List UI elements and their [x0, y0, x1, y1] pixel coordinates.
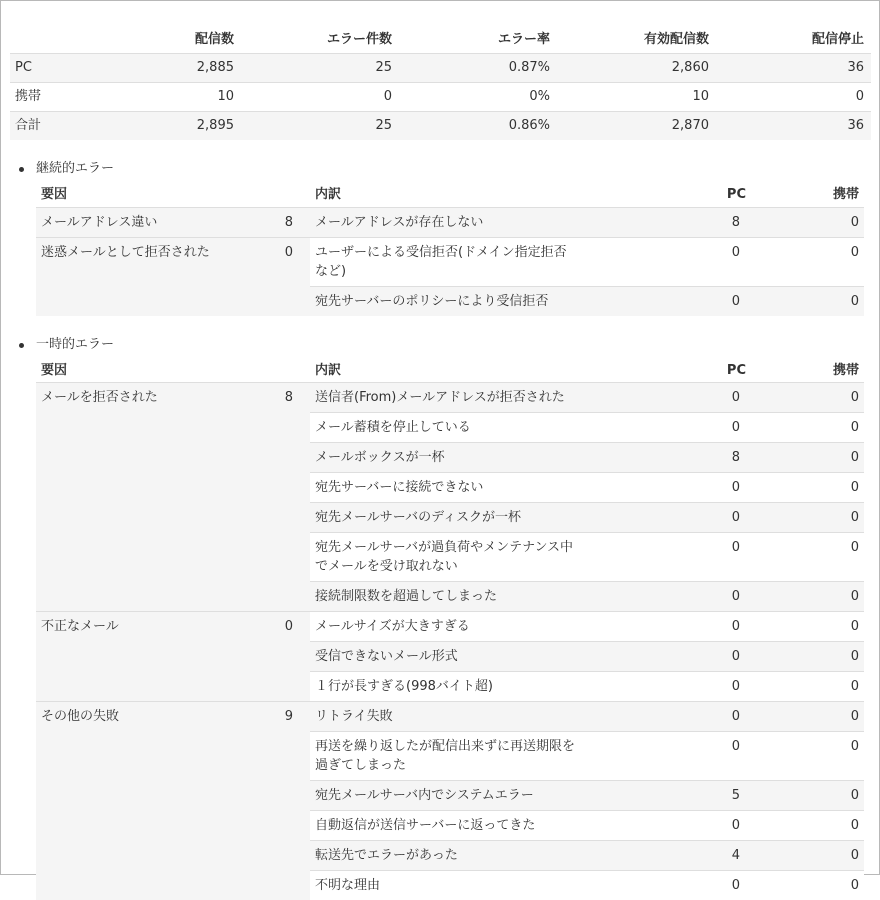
- pc-count: 5: [586, 781, 751, 811]
- persistent-errors-table: [36, 179, 864, 316]
- cause-count: 0: [285, 243, 293, 262]
- header-mobile: 携帯: [751, 355, 864, 383]
- pc-count: 0: [586, 672, 751, 702]
- summary-header-row: [10, 21, 871, 53]
- pc-count: 0: [586, 533, 751, 582]
- breakdown-label: 転送先でエラーがあった: [310, 841, 586, 871]
- sent-count: 2,895: [86, 111, 241, 140]
- cause-cell: [36, 612, 310, 702]
- cause-cell: [36, 207, 310, 237]
- pc-count: 0: [586, 473, 751, 503]
- cause-label: その他の失敗: [41, 707, 119, 726]
- pc-count: 0: [586, 612, 751, 642]
- cause-cell: [36, 702, 310, 900]
- table-row: [36, 702, 864, 732]
- valid-count: 2,860: [557, 53, 716, 82]
- stopped-count: 36: [716, 53, 871, 82]
- pc-count: 4: [586, 841, 751, 871]
- mobile-count: 0: [751, 286, 864, 316]
- row-label: 合計: [10, 111, 86, 140]
- summary-header-stopped: 配信停止: [716, 21, 871, 53]
- persistent-errors-section: [36, 159, 870, 316]
- breakdown-label: 宛先メールサーバのディスクが一杯: [310, 503, 586, 533]
- table-row: [36, 237, 864, 286]
- table-row: [36, 207, 864, 237]
- sent-count: 2,885: [86, 53, 241, 82]
- breakdown-label: メール蓄積を停止している: [310, 413, 586, 443]
- pc-count: 0: [586, 702, 751, 732]
- breakdown-label: 再送を繰り返したが配信出来ずに再送期限を過ぎてしまった: [310, 732, 586, 781]
- summary-row-total: [10, 111, 871, 140]
- detail-header-row: [36, 355, 864, 383]
- header-breakdown: 内訳: [310, 179, 586, 207]
- pc-count: 0: [586, 383, 751, 413]
- breakdown-label: 宛先メールサーバが過負荷やメンテナンス中でメールを受け取れない: [310, 533, 586, 582]
- table-row: [36, 612, 864, 642]
- breakdown-label: メールアドレスが存在しない: [310, 207, 586, 237]
- header-cause: 要因: [36, 179, 310, 207]
- cause-cell: [36, 383, 310, 612]
- pc-count: 8: [586, 207, 751, 237]
- row-label: 携帯: [10, 82, 86, 111]
- table-row: [36, 383, 864, 413]
- pc-count: 0: [586, 871, 751, 900]
- mobile-count: 0: [751, 383, 864, 413]
- cause-label: 不正なメール: [41, 617, 119, 636]
- breakdown-label: 接続制限数を超過してしまった: [310, 582, 586, 612]
- breakdown-label: 受信できないメール形式: [310, 642, 586, 672]
- mobile-count: 0: [751, 702, 864, 732]
- stopped-count: 36: [716, 111, 871, 140]
- pc-count: 0: [586, 732, 751, 781]
- temporary-errors-section: [36, 335, 870, 900]
- summary-table: [10, 21, 871, 140]
- cause-count: 9: [285, 707, 293, 726]
- pc-count: 0: [586, 582, 751, 612]
- mobile-count: 0: [751, 413, 864, 443]
- section-title: 一時的エラー: [36, 337, 114, 352]
- mobile-count: 0: [751, 841, 864, 871]
- cause-count: 8: [285, 388, 293, 407]
- mobile-count: 0: [751, 642, 864, 672]
- mobile-count: 0: [751, 811, 864, 841]
- cause-count: 0: [285, 617, 293, 636]
- breakdown-label: 送信者(From)メールアドレスが拒否された: [310, 383, 586, 413]
- breakdown-label: メールボックスが一杯: [310, 443, 586, 473]
- mobile-count: 0: [751, 207, 864, 237]
- summary-header-sent: 配信数: [86, 21, 241, 53]
- summary-header-errors: エラー件数: [241, 21, 399, 53]
- sent-count: 10: [86, 82, 241, 111]
- bullet-icon: [19, 343, 24, 348]
- pc-count: 0: [586, 642, 751, 672]
- header-mobile: 携帯: [751, 179, 864, 207]
- breakdown-label: 自動返信が送信サーバーに返ってきた: [310, 811, 586, 841]
- breakdown-label: ユーザーによる受信拒否(ドメイン指定拒否など): [310, 237, 586, 286]
- pc-count: 0: [586, 811, 751, 841]
- pc-count: 0: [586, 413, 751, 443]
- cause-cell: [36, 237, 310, 316]
- mobile-count: 0: [751, 732, 864, 781]
- mobile-count: 0: [751, 237, 864, 286]
- header-breakdown: 内訳: [310, 355, 586, 383]
- breakdown-label: リトライ失敗: [310, 702, 586, 732]
- mobile-count: 0: [751, 443, 864, 473]
- breakdown-label: メールサイズが大きすぎる: [310, 612, 586, 642]
- row-label: PC: [10, 53, 86, 82]
- error-rate: 0.86%: [399, 111, 557, 140]
- breakdown-label: 宛先メールサーバ内でシステムエラー: [310, 781, 586, 811]
- pc-count: 0: [586, 237, 751, 286]
- breakdown-label: 宛先サーバーのポリシーにより受信拒否: [310, 286, 586, 316]
- summary-row-mobile: [10, 82, 871, 111]
- summary-header-label: [10, 21, 86, 53]
- cause-label: メールを拒否された: [41, 388, 158, 407]
- cause-label: 迷惑メールとして拒否された: [41, 243, 210, 262]
- breakdown-label: 不明な理由: [310, 871, 586, 900]
- detail-body: [36, 383, 864, 900]
- mobile-count: 0: [751, 503, 864, 533]
- mobile-count: 0: [751, 781, 864, 811]
- summary-row-pc: [10, 53, 871, 82]
- mobile-count: 0: [751, 612, 864, 642]
- error-rate: 0.87%: [399, 53, 557, 82]
- section-heading: [36, 159, 870, 179]
- pc-count: 8: [586, 443, 751, 473]
- mobile-count: 0: [751, 672, 864, 702]
- cause-count: 8: [285, 213, 293, 232]
- error-rate: 0%: [399, 82, 557, 111]
- error-count: 25: [241, 53, 399, 82]
- bullet-icon: [19, 167, 24, 172]
- section-title: 継続的エラー: [36, 161, 114, 176]
- valid-count: 2,870: [557, 111, 716, 140]
- summary-header-rate: エラー率: [399, 21, 557, 53]
- mobile-count: 0: [751, 871, 864, 900]
- header-pc: PC: [586, 179, 751, 207]
- breakdown-label: １行が長すぎる(998バイト超): [310, 672, 586, 702]
- breakdown-label: 宛先サーバーに接続できない: [310, 473, 586, 503]
- cause-label: メールアドレス違い: [41, 213, 157, 232]
- mobile-count: 0: [751, 533, 864, 582]
- detail-body: [36, 207, 864, 316]
- temporary-errors-table: [36, 355, 864, 900]
- pc-count: 0: [586, 503, 751, 533]
- detail-header-row: [36, 179, 864, 207]
- section-heading: [36, 335, 870, 355]
- header-pc: PC: [586, 355, 751, 383]
- pc-count: 0: [586, 286, 751, 316]
- error-count: 25: [241, 111, 399, 140]
- header-cause: 要因: [36, 355, 310, 383]
- mobile-count: 0: [751, 473, 864, 503]
- valid-count: 10: [557, 82, 716, 111]
- mobile-count: 0: [751, 582, 864, 612]
- summary-header-valid: 有効配信数: [557, 21, 716, 53]
- error-count: 0: [241, 82, 399, 111]
- stopped-count: 0: [716, 82, 871, 111]
